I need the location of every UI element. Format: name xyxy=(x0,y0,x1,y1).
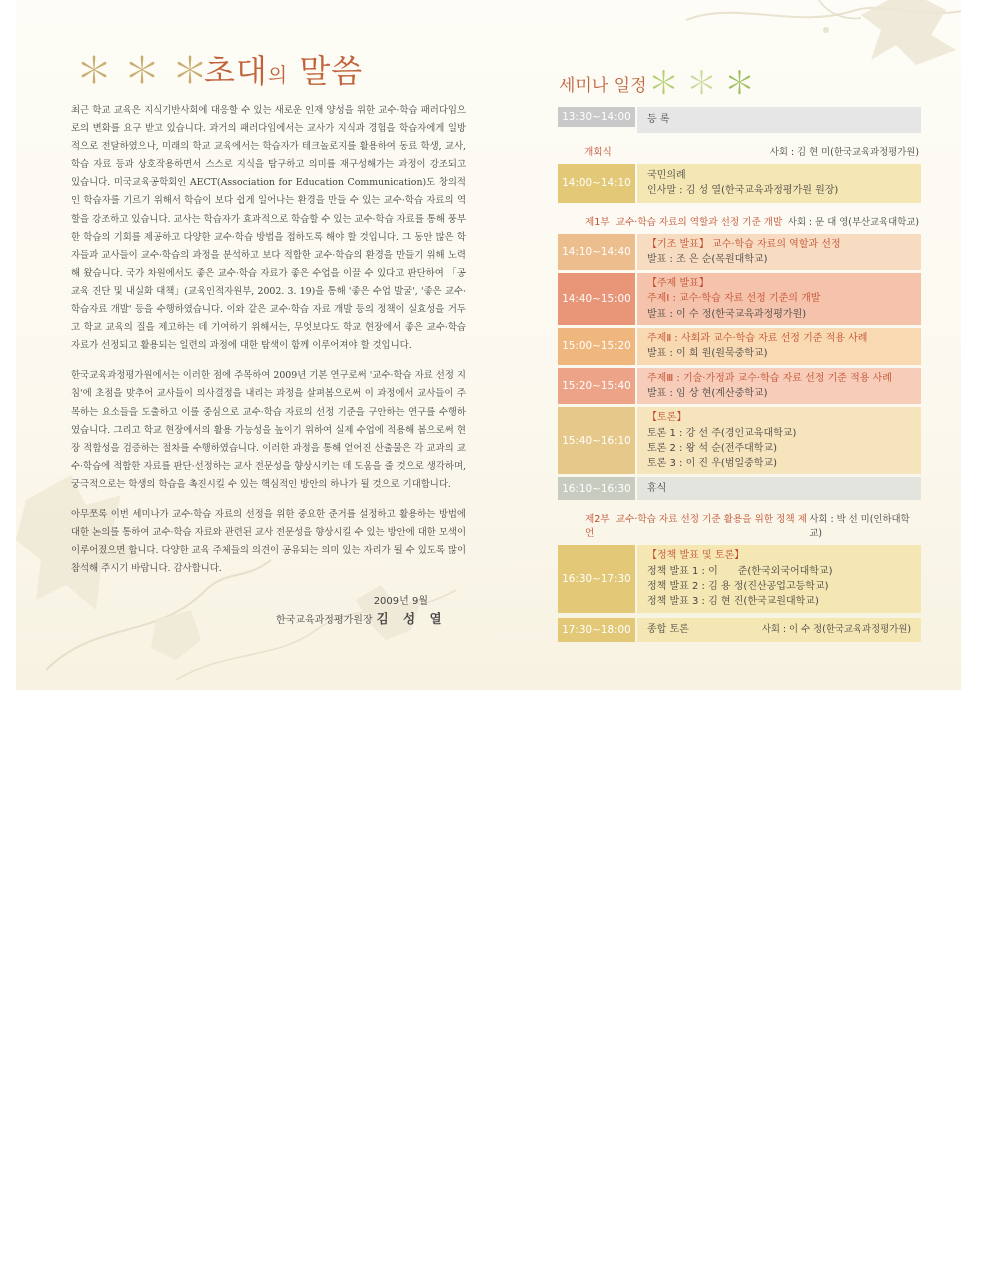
topic2-title: 주제Ⅱ : 사회과 교수·학습 자료 선정 기준 적용 사례 xyxy=(647,333,868,345)
content-cell xyxy=(637,328,921,365)
greeting-title xyxy=(204,54,363,89)
part-label: 제1부 xyxy=(585,216,610,228)
decorative-asterisks: ＊＊＊ xyxy=(76,51,221,92)
greeting-signature xyxy=(276,609,447,627)
part-host: 사회 : 박 선 미(인하대학교) xyxy=(809,514,910,540)
time-cell: 15:40~16:10 xyxy=(558,407,635,474)
content-cell xyxy=(637,545,921,612)
time-cell: 14:40~15:00 xyxy=(558,273,635,325)
content-cell xyxy=(637,618,921,642)
keynote-presenter: 발표 : 조 은 순(목원대학교) xyxy=(647,253,768,265)
schedule-row-registration xyxy=(558,107,921,133)
part-host: 사회 : 문 대 영(부산교육대학교) xyxy=(787,216,919,228)
topic3-presenter: 발표 : 임 상 현(계산중학교) xyxy=(647,387,768,399)
asterisk-3: ＊ xyxy=(724,66,762,102)
part-title: 교수·학습 자료의 역할과 선정 기준 개발 xyxy=(615,216,783,228)
schedule-row-topic3 xyxy=(558,368,921,405)
greeting-paragraph-2: 한국교육과정평가원에서는 이러한 점에 주목하여 2009년 기본 연구로써 '교수·학습 자료 선정 지침'에 초점을 맞추어 교사들이 의사결정을 내리는 과정을 살펴봄으로써 이 과정에서 교사들이 주목하는 요소들을 도출하고 이를 중심으로 교수·학습 자료의 선정 기준을 구안하는 연구를 수행하였습니다. 그리고 학교 현장에서의 활용 가능성을 높이기 위하여 실제 수업에 적용해 봄으로써 현장 적합성을 검증하는 절차를 수행하였습니다. 이러한 과정을 통해 얻어진 산출물은 각 교과의 교수·학습에 적합한 자료를 판단·선정하는 교사 전문성을 향상시키는 데 도움을 줄 것으로 생각하며, 궁극적으로는 학생의 학습을 촉진시킬 수 있는 핵심적인 방안의 하나가 될 것으로 기대합니다. xyxy=(71,370,466,490)
closing-label: 종합 토론 xyxy=(647,623,689,635)
time-cell: 17:30~18:00 xyxy=(558,618,635,642)
policy-tag: 【정책 발표 및 토론】 xyxy=(647,550,745,562)
keynote-title: 【기조 발표】 교수·학습 자료의 역할과 선정 xyxy=(647,238,841,250)
opening-line-2: 인사말 : 김 성 열(한국교육과정평가원 원장) xyxy=(647,185,839,197)
title-end: 말씀 xyxy=(288,52,364,90)
section-opening xyxy=(558,136,921,164)
content-cell xyxy=(637,164,921,203)
policy-line-2: 정책 발표 2 : 김 용 정(진산공업고등학교) xyxy=(647,581,829,593)
discussion-line-3: 토론 3 : 이 진 우(범일중학교) xyxy=(647,458,778,470)
schedule-table xyxy=(558,107,921,645)
greeting-body xyxy=(71,102,466,590)
schedule-row-break xyxy=(558,477,921,500)
signer-name: 김 성 열 xyxy=(376,611,447,626)
time-cell: 16:30~17:30 xyxy=(558,545,635,612)
title-main: 초대 xyxy=(204,52,268,90)
time-cell: 13:30~14:00 xyxy=(558,107,635,127)
opening-line-1: 국민의례 xyxy=(647,170,686,181)
section-host: 사회 : 김 현 미(한국교육과정평가원) xyxy=(769,147,919,158)
policy-line-3: 정책 발표 3 : 김 현 진(한국교원대학교) xyxy=(647,596,819,608)
content-cell xyxy=(637,234,921,271)
schedule-row-topic2 xyxy=(558,328,921,365)
schedule-row-discussion xyxy=(558,407,921,474)
closing-host: 사회 : 이 수 정(한국교육과정평가원) xyxy=(761,623,911,635)
schedule-asterisks xyxy=(648,66,762,102)
section-part2 xyxy=(558,503,921,545)
discussion-line-1: 토론 1 : 강 선 주(경인교육대학교) xyxy=(647,427,797,439)
part-title: 교수·학습 자료 선정 기준 활용을 위한 정책 제언 xyxy=(585,514,807,540)
part-label: 제2부 xyxy=(585,514,610,526)
greeting-paragraph-1: 최근 학교 교육은 지식기반사회에 대응할 수 있는 새로운 인재 양성을 위한 교수·학습 패러다임으로의 변화를 요구 받고 있습니다. 과거의 패러다임에서는 교사가 지식과 경험을 학습자에게 일방적으로 전달하였으나, 미래의 학교 교육에서는 학습자가 테크놀로지를 활용하여 동료 학생, 교사, 학습 자료 등과 상호작용하면서 스스로 지식을 탐구하고 의미를 재구성해가는 과정이 강조되고 있습니다. 미국교육공학회인 AECT(Association for Education Communication)도 창의적인 학습자를 기르기 위해서 학습이 보다 쉽게 일어나는 환경을 만들 수 있는 교수·학습 자료의 역할을 강조하고 있습니다. 교사는 학습자가 효과적으로 학습할 수 있는 교수·학습 자료를 통해 풍부한 학습의 기회를 제공하고 다양한 교수·학습 방법을 접하도록 해야 할 것입니다. 그 동안 많은 학자들과 교사들이 교수·학습의 과정을 분석하고 보다 적합한 교수·학습의 환경을 만들기 위해 노력해 왔습니다. 국가 차원에서도 좋은 교수·학습 자료가 좋은 수업을 이끌 수 있다고 판단하여 「공교육 진단 및 내실화 대책」(교육인적자원부, 2002. 3. 19)을 통해 '좋은 수업 발굴', '좋은 교수·학습자료 개발' 등을 수행하였습니다. 이와 같은 교수·학습 자료 개발 등의 정책이 실효성을 거두고 학교 교육의 질을 제고하는 데 기여하기 위해서는, 무엇보다도 학교 현장에서 좋은 교수·학습 자료가 선정되고 활용되는 일련의 과정에 대한 탐색이 함께 이루어져야 할 것입니다. xyxy=(71,105,466,352)
section-label: 개회식 xyxy=(584,147,612,158)
discussion-tag: 【토론】 xyxy=(647,412,687,424)
content-cell xyxy=(637,273,921,325)
time-cell: 14:00~14:10 xyxy=(558,164,635,203)
section-part1 xyxy=(558,206,921,234)
greeting-date: 2009년 9월 xyxy=(373,596,428,607)
schedule-row-closing xyxy=(558,618,921,642)
schedule-row-opening xyxy=(558,164,921,203)
schedule-title: 세미나 일정 xyxy=(559,76,647,96)
schedule-row-policy xyxy=(558,545,921,612)
discussion-line-2: 토론 2 : 왕 석 순(전주대학교) xyxy=(647,442,778,454)
policy-line-1: 정책 발표 1 : 이 준(한국외국어대학교) xyxy=(647,565,833,577)
signer-title: 한국교육과정평가원장 xyxy=(276,615,373,626)
title-particle: 의 xyxy=(267,63,289,87)
asterisk-1: ＊ xyxy=(648,66,686,102)
greeting-paragraph-3: 아무쪼록 이번 세미나가 교수·학습 자료의 선정을 위한 중요한 준거를 설정하고 활용하는 방법에 대한 논의를 통하여 교수·학습 자료와 관련된 교사 전문성을 향상시킬 수 있는 방안에 대한 모색이 이루어졌으면 합니다. 다양한 교육 주체들의 의견이 공유되는 의미 있는 자리가 될 수 있도록 많이 참석해 주시기 바랍니다. 감사합니다. xyxy=(71,508,466,575)
topic2-presenter: 발표 : 이 희 원(원묵중학교) xyxy=(647,348,768,360)
time-cell: 15:00~15:20 xyxy=(558,328,635,365)
schedule-row-keynote xyxy=(558,234,921,271)
brochure-spread xyxy=(16,0,961,690)
time-cell: 14:10~14:40 xyxy=(558,234,635,271)
schedule-row-topic1 xyxy=(558,273,921,325)
time-cell: 15:20~15:40 xyxy=(558,368,635,405)
content-cell: 등 록 xyxy=(637,107,921,133)
asterisk-2: ＊ xyxy=(686,66,724,102)
topic3-title: 주제Ⅲ : 기술·가정과 교수·학습 자료 선정 기준 적용 사례 xyxy=(647,372,892,384)
topic1-title: 주제Ⅰ : 교수·학습 자료 선정 기준의 개발 xyxy=(647,293,821,305)
content-cell xyxy=(637,407,921,474)
content-cell: 휴식 xyxy=(637,477,921,500)
topic1-presenter: 발표 : 이 수 정(한국교육과정평가원) xyxy=(647,308,807,320)
content-cell xyxy=(637,368,921,405)
topic-tag: 【주제 발표】 xyxy=(647,278,709,290)
time-cell: 16:10~16:30 xyxy=(558,477,635,500)
